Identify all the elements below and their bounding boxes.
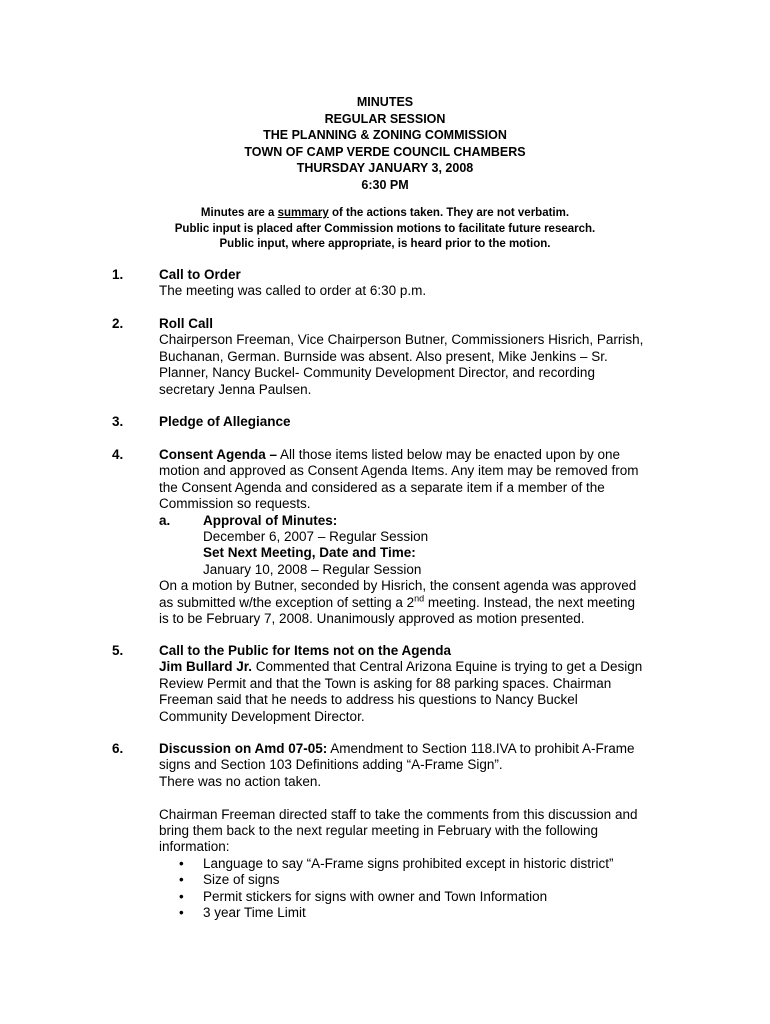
motion-text xyxy=(159,595,659,611)
bullet-item xyxy=(159,872,659,888)
item-text: Planner, Nancy Buckel- Community Development Director, and recording xyxy=(159,365,595,381)
item-text: Commission so requests. xyxy=(159,496,311,512)
item-body xyxy=(159,414,659,430)
subitem-text: January 10, 2008 – Regular Session xyxy=(203,561,422,577)
item-title: Pledge of Allegiance xyxy=(159,414,291,429)
item-text: Buchanan, German. Burnside was absent. Also present, Mike Jenkins – Sr. xyxy=(159,348,608,364)
item-number: 4. xyxy=(112,447,124,462)
paragraph-text: Chairman Freeman directed staff to take the comments from this discussion and xyxy=(159,806,638,822)
note-text: of the actions taken. They are not verbatim. xyxy=(328,207,570,219)
item-text: Commented that Central Arizona Equine is trying to get a Design xyxy=(252,659,643,675)
item-body xyxy=(159,643,659,725)
item-title: Discussion on Amd 07-05: xyxy=(159,741,328,756)
bullet-icon: • xyxy=(179,888,184,904)
bullet-item xyxy=(159,905,659,921)
item-number: 2. xyxy=(112,316,124,331)
item-title: Call to the Public for Items not on the Agenda xyxy=(159,643,452,658)
bullet-item xyxy=(159,856,659,872)
note-line xyxy=(0,206,770,222)
bullet-text: Size of signs xyxy=(203,872,280,888)
item-text: Freeman said that he needs to address his questions to Nancy Buckel xyxy=(159,692,578,708)
item-body xyxy=(159,316,659,398)
bullet-text: Language to say “A-Frame signs prohibited except in historic district” xyxy=(203,855,614,871)
header-line: THURSDAY JANUARY 3, 2008 xyxy=(296,161,474,175)
speaker-name: Jim Bullard Jr. xyxy=(159,659,253,675)
item-body xyxy=(159,447,659,627)
subitem-text: December 6, 2007 – Regular Session xyxy=(203,529,429,545)
item-body xyxy=(159,741,659,921)
bullet-icon: • xyxy=(179,855,184,871)
item-text: secretary Jenna Paulsen. xyxy=(159,381,312,397)
item-text: motion and approved as Consent Agenda Items. Any item may be removed from xyxy=(159,463,639,479)
header-line: TOWN OF CAMP VERDE COUNCIL CHAMBERS xyxy=(244,144,526,159)
item-text: There was no action taken. xyxy=(159,773,322,789)
bullet-item xyxy=(159,889,659,905)
item-text: Community Development Director. xyxy=(159,708,365,724)
item-text: All those items listed below may be enacted upon by one xyxy=(277,447,620,462)
paragraph-text: information: xyxy=(159,839,230,855)
item-text: Chairperson Freeman, Vice Chairperson Butner, Commissioners Hisrich, Parrish, xyxy=(159,332,644,348)
subitem-title: Approval of Minutes: xyxy=(203,512,338,528)
motion-text-part: meeting. Instead, the next meeting xyxy=(424,594,636,610)
item-title: Roll Call xyxy=(159,316,214,331)
subitem-label: a. xyxy=(159,512,171,528)
item-text: signs and Section 103 Definitions adding “A-Frame Sign”. xyxy=(159,757,503,773)
document-header xyxy=(0,94,770,193)
ordinal-superscript: nd xyxy=(414,593,425,604)
note-line: Public input, where appropriate, is heard prior to the motion. xyxy=(219,238,551,250)
item-body xyxy=(159,267,659,300)
motion-text: is to be February 7, 2008. Unanimously approved as motion presented. xyxy=(159,611,585,627)
header-line: 6:30 PM xyxy=(361,177,409,192)
note-line: Public input is placed after Commission motions to facilitate future research. xyxy=(174,222,596,235)
item-title: Consent Agenda – xyxy=(159,447,278,462)
paragraph-text: bring them back to the next regular meeting in February with the following xyxy=(159,823,598,839)
bullet-text: 3 year Time Limit xyxy=(203,905,306,921)
motion-text: On a motion by Butner, seconded by Hisrich, the consent agenda was approved xyxy=(159,578,637,594)
note-underlined-word: summary xyxy=(277,207,329,219)
item-number: 1. xyxy=(112,267,124,282)
bullet-list xyxy=(159,856,659,922)
item-text: The meeting was called to order at 6:30 p.m. xyxy=(159,283,427,299)
item-number: 3. xyxy=(112,414,124,429)
item-number: 6. xyxy=(112,741,124,756)
item-first-line xyxy=(159,741,659,757)
note-text: Minutes are a xyxy=(200,207,278,219)
subitem-title: Set Next Meeting, Date and Time: xyxy=(203,545,416,561)
item-title: Call to Order xyxy=(159,267,241,282)
item-text: Amendment to Section 118.IVA to prohibit A-Frame xyxy=(327,741,635,756)
header-line: THE PLANNING & ZONING COMMISSION xyxy=(263,128,507,142)
item-first-line xyxy=(159,447,659,463)
item-text: the Consent Agenda and considered as a separate item if a member of the xyxy=(159,479,605,495)
header-line: REGULAR SESSION xyxy=(324,111,446,126)
item-first-line xyxy=(159,659,659,675)
minutes-note xyxy=(0,206,770,253)
motion-text-part: as submitted w/the exception of setting a 2 xyxy=(159,594,415,610)
bullet-icon: • xyxy=(179,872,184,888)
item-text: Review Permit and that the Town is asking for 88 parking spaces. Chairman xyxy=(159,675,612,691)
bullet-icon: • xyxy=(179,905,184,921)
bullet-text: Permit stickers for signs with owner and Town Information xyxy=(203,888,548,904)
header-line: MINUTES xyxy=(356,95,414,109)
item-number: 5. xyxy=(112,643,124,658)
blank-line xyxy=(159,790,659,806)
subitem-a xyxy=(159,513,659,529)
